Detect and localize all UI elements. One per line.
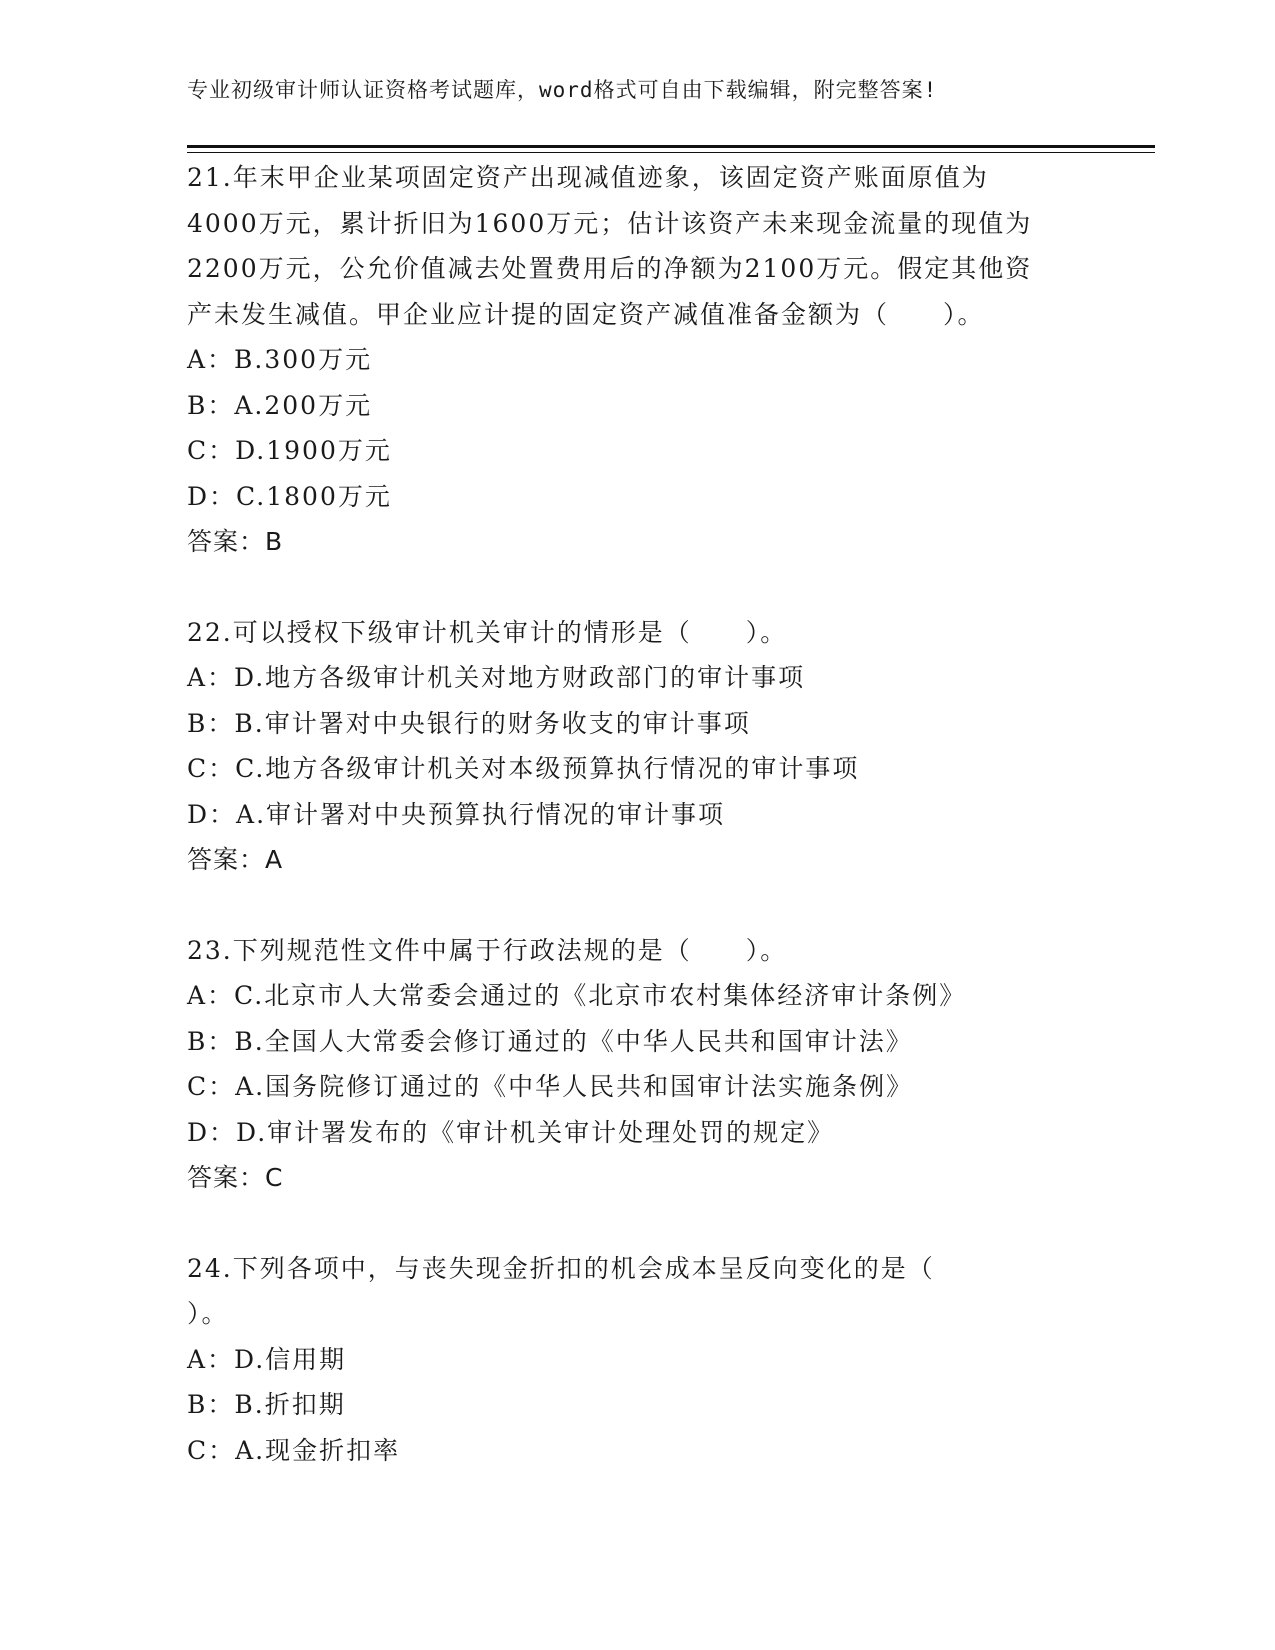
question-stem-line: 4000万元，累计折旧为1600万元；估计该资产未来现金流量的现值为 xyxy=(187,208,1033,238)
question-stem-line: 2200万元，公允价值减去处置费用后的净额为2100万元。假定其他资 xyxy=(187,254,1033,283)
header-rule-thin xyxy=(187,152,1155,153)
option-b: B：B.审计署对中央银行的财务收支的审计事项 xyxy=(187,708,751,738)
option-a: A：B.300万元 xyxy=(187,345,373,374)
question-list xyxy=(187,155,1087,1473)
question-stem-line: 23.下列规范性文件中属于行政法规的是（ ）。 xyxy=(187,935,788,965)
question-21 xyxy=(187,155,1087,565)
question-stem-line: 22.可以授权下级审计机关审计的情形是（ ）。 xyxy=(187,617,788,647)
option-b: B：B.折扣期 xyxy=(187,1390,346,1419)
option-b: B：B.全国人大常委会修订通过的《中华人民共和国审计法》 xyxy=(187,1026,913,1056)
option-a: A：D.地方各级审计机关对地方财政部门的审计事项 xyxy=(187,663,806,692)
answer-label: 答案：B xyxy=(187,527,284,556)
option-a: A：D.信用期 xyxy=(187,1344,347,1374)
question-stem-line: ）。 xyxy=(187,1299,229,1328)
question-stem-line: 24.下列各项中，与丧失现金折扣的机会成本呈反向变化的是（ xyxy=(187,1253,935,1283)
option-a: A：C.北京市人大常委会通过的《北京市农村集体经济审计条例》 xyxy=(187,981,967,1010)
option-d: D：A.审计署对中央预算执行情况的审计事项 xyxy=(187,799,726,829)
answer-label: 答案：C xyxy=(187,1163,284,1192)
answer-label: 答案：A xyxy=(187,845,284,874)
option-b: B：A.200万元 xyxy=(187,390,373,420)
question-stem-line: 21.年末甲企业某项固定资产出现减值迹象，该固定资产账面原值为 xyxy=(187,163,989,192)
page-header: 专业初级审计师认证资格考试题库，word格式可自由下载编辑，附完整答案! xyxy=(187,78,938,102)
option-c: C：D.1900万元 xyxy=(187,436,392,465)
question-24 xyxy=(187,1246,1087,1474)
question-22 xyxy=(187,610,1087,883)
option-c: C：C.地方各级审计机关对本级预算执行情况的审计事项 xyxy=(187,754,860,783)
option-d: D：D.审计署发布的《审计机关审计处理处罚的规定》 xyxy=(187,1117,835,1147)
option-d: D：C.1800万元 xyxy=(187,481,392,511)
option-c: C：A.现金折扣率 xyxy=(187,1435,401,1465)
question-23 xyxy=(187,928,1087,1201)
option-c: C：A.国务院修订通过的《中华人民共和国审计法实施条例》 xyxy=(187,1072,914,1101)
header-rule-thick xyxy=(187,145,1155,148)
question-stem-line: 产未发生减值。甲企业应计提的固定资产减值准备金额为（ ）。 xyxy=(187,299,985,329)
